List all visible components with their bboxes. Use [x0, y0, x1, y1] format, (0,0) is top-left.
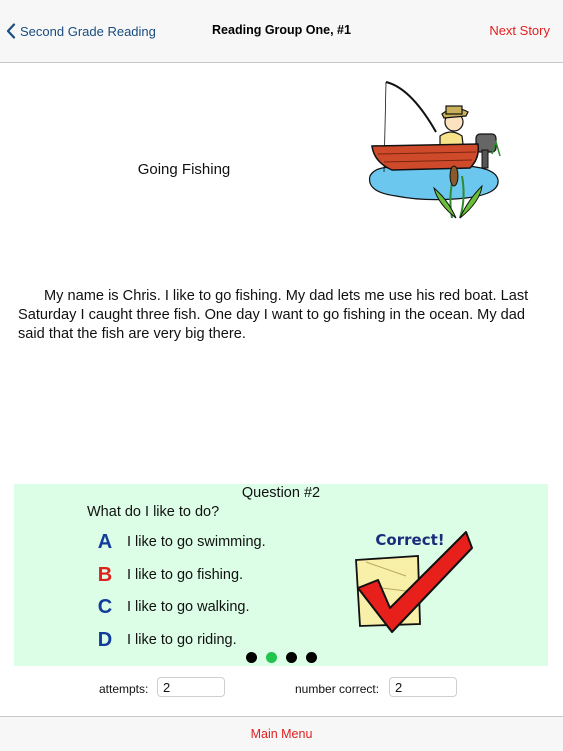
- answer-option-b[interactable]: [95, 562, 243, 588]
- answer-text: I like to go fishing.: [127, 567, 244, 583]
- answer-letter: D: [97, 628, 113, 651]
- story-passage: My name is Chris. I like to go fishing. My dad lets me use his red boat. Last Saturday I caught three fish. One day I want to go fishing in the ocean. My dad said that the fish are very big there.: [18, 288, 529, 342]
- question-panel: [14, 484, 548, 666]
- answer-letter: A: [97, 530, 113, 553]
- question-pager: [14, 652, 548, 663]
- back-button-label: Second Grade Reading: [20, 23, 156, 39]
- answer-letter: B: [97, 563, 113, 586]
- next-story-button[interactable]: Next Story: [489, 23, 550, 38]
- answer-option-d[interactable]: [95, 627, 237, 653]
- number-correct-label: number correct:: [295, 682, 380, 696]
- boy-fishing-in-boat-illustration: [356, 76, 506, 226]
- feedback-text: Correct!: [375, 531, 445, 549]
- main-menu-button[interactable]: Main Menu: [250, 727, 313, 741]
- page-dot-3[interactable]: [286, 652, 297, 663]
- checkmark-stamp-icon: [348, 526, 478, 636]
- answer-text: I like to go walking.: [127, 599, 250, 615]
- answer-text: I like to go swimming.: [127, 534, 266, 550]
- page-dot-4[interactable]: [306, 652, 317, 663]
- attempts-label: attempts:: [99, 682, 149, 696]
- page-dot-1[interactable]: [246, 652, 257, 663]
- answer-option-c[interactable]: [95, 594, 250, 620]
- story-title: Going Fishing: [137, 161, 231, 178]
- answer-text: I like to go riding.: [127, 632, 237, 648]
- navigation-bar: [0, 0, 563, 63]
- question-text: What do I like to do?: [87, 504, 220, 520]
- page-dot-2[interactable]: [266, 652, 277, 663]
- attempts-field[interactable]: 2: [157, 677, 225, 697]
- question-number: Question #2: [241, 485, 321, 501]
- score-stats: [0, 677, 563, 701]
- page-title: Reading Group One, #1: [212, 23, 351, 37]
- bottom-toolbar: [0, 716, 563, 751]
- number-correct-field[interactable]: 2: [389, 677, 457, 697]
- answer-option-a[interactable]: [95, 529, 266, 555]
- answer-letter: C: [97, 595, 113, 618]
